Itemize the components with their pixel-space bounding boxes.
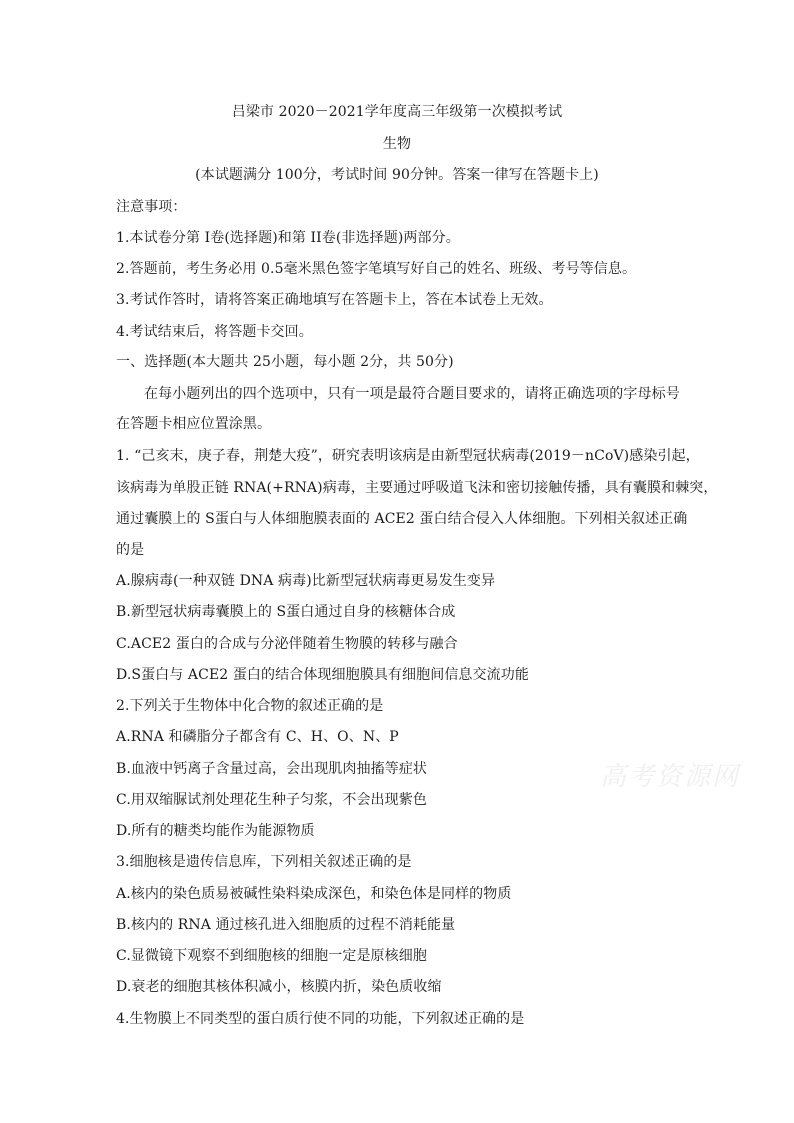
- question-stem: 3.细胞核是遗传信息库，下列相关叙述正确的是: [116, 854, 412, 870]
- question-option: B.核内的 RNA 通过核孔进入细胞质的过程不消耗能量: [116, 917, 456, 933]
- question-stem: 1. “己亥末，庚子春，荆楚大疫”，研究表明该病是由新型冠状病毒(2019－nCoV)感染引起，: [116, 448, 700, 464]
- section-heading: 一、选择题(本大题共 25小题，每小题 2分，共 50分): [116, 354, 454, 370]
- exam-title: 吕梁市 2020－2021学年度高三年级第一次模拟考试: [231, 104, 563, 120]
- question-option: C.ACE2 蛋白的合成与分泌伴随着生物膜的转移与融合: [116, 636, 458, 652]
- question-option: B.血液中钙离子含量过高，会出现肌肉抽搐等症状: [116, 761, 428, 777]
- question-option: A.RNA 和磷脂分子都含有 C、H、O、N、P: [116, 729, 399, 745]
- notice-item: 4.考试结束后，将答题卡交回。: [116, 324, 313, 340]
- notice-item: 3.考试作答时，请将答案正确地填写在答题卡上，答在本试卷上无效。: [116, 292, 553, 308]
- section-instruction: 在每小题列出的四个选项中，只有一项是最符合题目要求的，请将正确选项的字母标号: [144, 386, 680, 402]
- question-option: A.腺病毒(一种双链 DNA 病毒)比新型冠状病毒更易发生变异: [116, 573, 496, 589]
- notice-item: 2.答题前，考生务必用 0.5毫米黑色签字笔填写好自己的姓名、班级、考号等信息。: [116, 261, 637, 277]
- question-option: C.显微镜下观察不到细胞核的细胞一定是原核细胞: [116, 948, 427, 964]
- question-option: D.所有的糖类均能作为能源物质: [116, 823, 315, 839]
- question-stem: 通过囊膜上的 S蛋白与人体细胞膜表面的 ACE2 蛋白结合侵入人体细胞。下列相关叙述正确: [116, 511, 688, 527]
- question-stem: 2.下列关于生物体中化合物的叙述正确的是: [116, 698, 384, 714]
- question-option: C.用双缩脲试剂处理花生种子匀浆，不会出现紫色: [116, 792, 427, 808]
- section-instruction: 在答题卡相应位置涂黑。: [116, 416, 272, 432]
- question-option: D.S蛋白与 ACE2 蛋白的结合体现细胞膜具有细胞间信息交流功能: [116, 667, 529, 683]
- subject-title: 生物: [382, 136, 412, 152]
- question-option: D.衰老的细胞其核体积减小，核膜内折，染色质收缩: [116, 979, 442, 995]
- question-stem: 4.生物膜上不同类型的蛋白质行使不同的功能，下列叙述正确的是: [116, 1011, 525, 1027]
- exam-note: (本试题满分 100分，考试时间 90分钟。答案一律写在答题卡上): [195, 167, 599, 183]
- notice-item: 1.本试卷分第 I卷(选择题)和第 II卷(非选择题)两部分。: [116, 230, 460, 246]
- question-stem: 的是: [116, 542, 145, 558]
- watermark-text: 高考资源网: [600, 762, 741, 792]
- question-stem: 该病毒为单股正链 RNA(+RNA)病毒，主要通过呼吸道飞沫和密切接触传播，具有囊膜和棘突，: [116, 480, 718, 496]
- notice-heading: 注意事项：: [116, 199, 187, 215]
- question-option: A.核内的染色质易被碱性染料染成深色，和染色体是同样的物质: [116, 886, 512, 902]
- question-option: B.新型冠状病毒囊膜上的 S蛋白通过自身的核糖体合成: [116, 604, 456, 620]
